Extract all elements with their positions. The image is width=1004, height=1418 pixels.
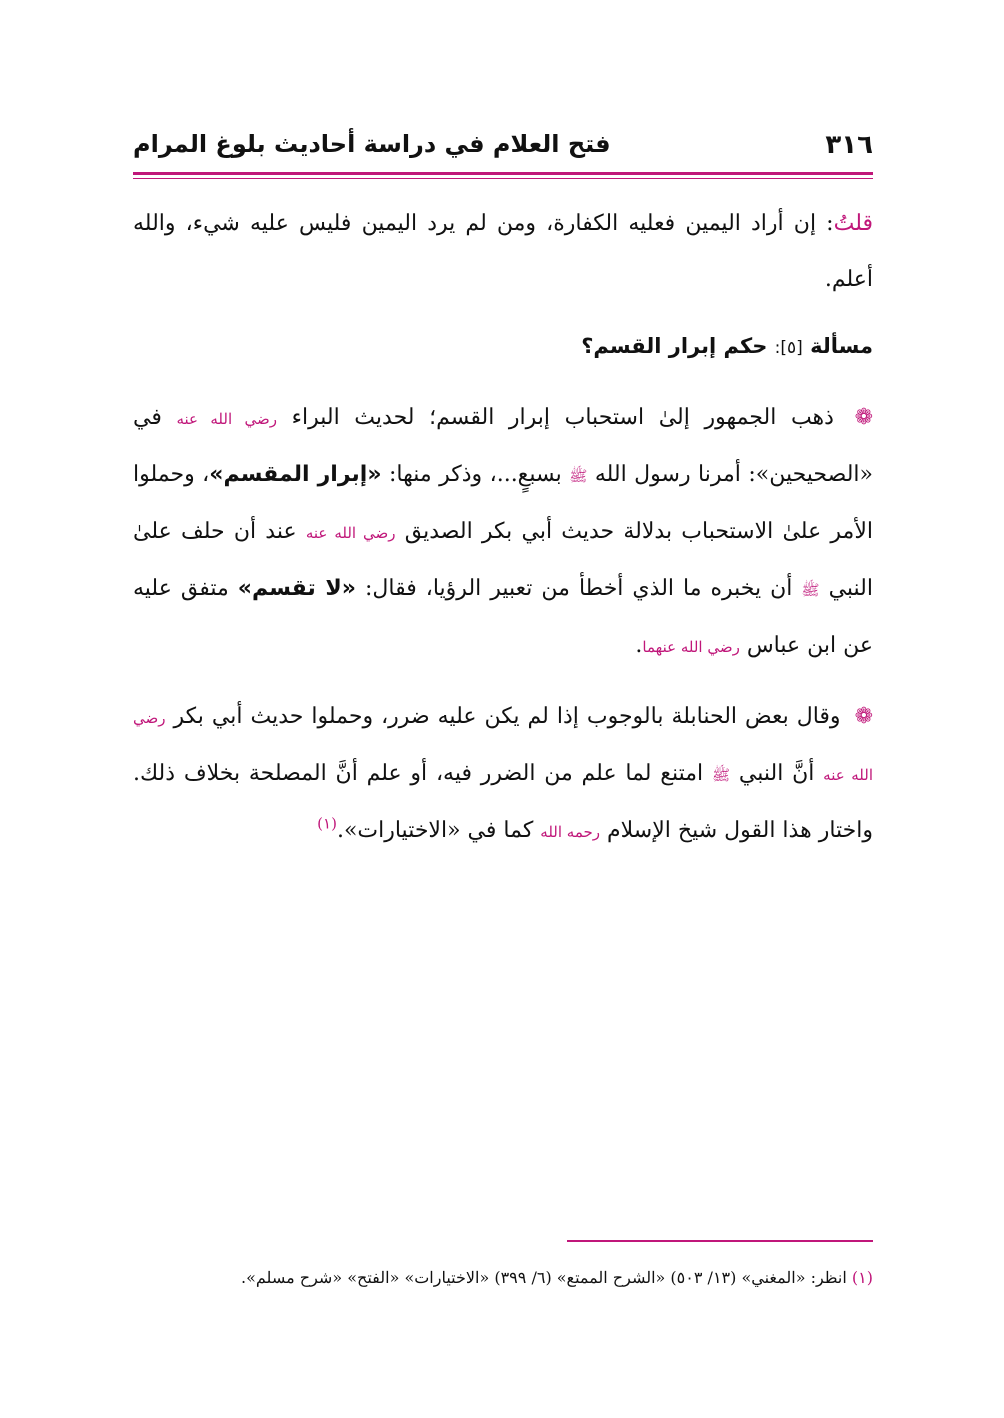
header-rule-thin: [133, 178, 873, 179]
flower-ornament-icon: ❁: [854, 704, 873, 729]
paragraph-1: [133, 196, 873, 308]
text-run: وقال بعض الحنابلة بالوجوب إذا لم يكن عليه ضرر، وحملوا حديث أبي بكر: [173, 704, 841, 729]
footnote-text: انظر: «المغني» (١٣/ ٥٠٣) «الشرح الممتع» (٦/ ٣٩٩) «الاختيارات» «الفتح» «شرح مسلم».: [241, 1268, 847, 1287]
text-run: في «الصحيحين»: أمرنا رسول الله: [133, 405, 873, 487]
page-header: [133, 128, 873, 168]
text-run: ذهب الجمهور إلىٰ استحباب إبرار القسم؛ لحديث البراء: [291, 405, 834, 430]
main-text: [133, 196, 873, 860]
footnote-number: (١): [851, 1268, 873, 1287]
hadith-quote: «لا تقسم»: [237, 576, 356, 601]
running-title: فتح العلام في دراسة أحاديث بلوغ المرام: [133, 130, 611, 158]
paragraph-2: ❁ ذهب الجمهور إلىٰ استحباب إبرار القسم؛ لحديث البراء رضي الله عنه في «الصحيحين»: أمرنا رسول الله ﷺ بسبعٍ...، وذكر منها: «إبرار المقسم»، وحملوا الأمر علىٰ الاستحباب بدلالة حديث أبي بكر الصديق رضي الله عنه عند أن حلف علىٰ النبي ﷺ أن يخبره ما الذي أخطأ من تعبير الرؤيا، فقال: «لا تقسم» متفق عليه عن ابن عباس رضي الله عنهما.: [133, 405, 874, 658]
text-run: كما في «الاختيارات».: [336, 818, 534, 843]
footnote-reference[interactable]: (١): [317, 814, 337, 833]
heading-number: [٥]:: [774, 338, 803, 358]
honorific-radiya: رضي الله عنه: [176, 410, 278, 428]
text-run: ، وحملوا الأمر علىٰ الاستحباب بدلالة حديث أبي بكر الصديق: [133, 462, 874, 544]
section-heading: [133, 318, 873, 376]
text-run: أنَّ النبي: [738, 761, 815, 786]
footnote: [133, 1264, 873, 1292]
paragraph-text: : إن أراد اليمين فعليه الكفارة، ومن لم يرد اليمين فليس عليه شيء، والله أعلم.: [133, 211, 873, 292]
honorific-salla: ﷺ: [801, 581, 820, 599]
paragraph-3: [133, 689, 873, 860]
honorific-radiya: رضي الله عنه: [305, 524, 396, 542]
text-run: أن يخبره ما الذي أخطأ من تعبير الرؤيا، فقال:: [365, 576, 793, 601]
header-rule-thick: [133, 172, 873, 175]
honorific-salla: ﷺ: [711, 766, 731, 784]
hadith-quote: «إبرار المقسم»: [209, 462, 382, 487]
honorific-rahimahu: رحمه الله: [540, 823, 601, 841]
honorific-radiya-dual: رضي الله عنهما: [642, 638, 740, 656]
text-run: امتنع لما علم من الضرر فيه، أو علم أنَّ المصلحة بخلاف ذلك. واختار هذا القول شيخ الإسلام: [133, 761, 873, 843]
honorific-salla: ﷺ: [569, 467, 588, 485]
heading-title: حكم إبرار القسم؟: [581, 334, 768, 358]
page-number: ٣١٦: [825, 130, 873, 160]
text-run: متفق عليه عن ابن عباس: [133, 576, 873, 658]
honorific-radiya: رضي الله عنه: [133, 709, 873, 784]
text-run: بسبعٍ...، وذكر منها:: [388, 462, 562, 487]
heading-label: مسألة: [810, 334, 873, 358]
text-run: عند أن حلف علىٰ النبي: [133, 519, 873, 601]
paragraph-lead: قلتُ: [833, 211, 873, 236]
flower-ornament-icon: ❁: [854, 405, 874, 430]
footnote-separator: [567, 1240, 873, 1242]
